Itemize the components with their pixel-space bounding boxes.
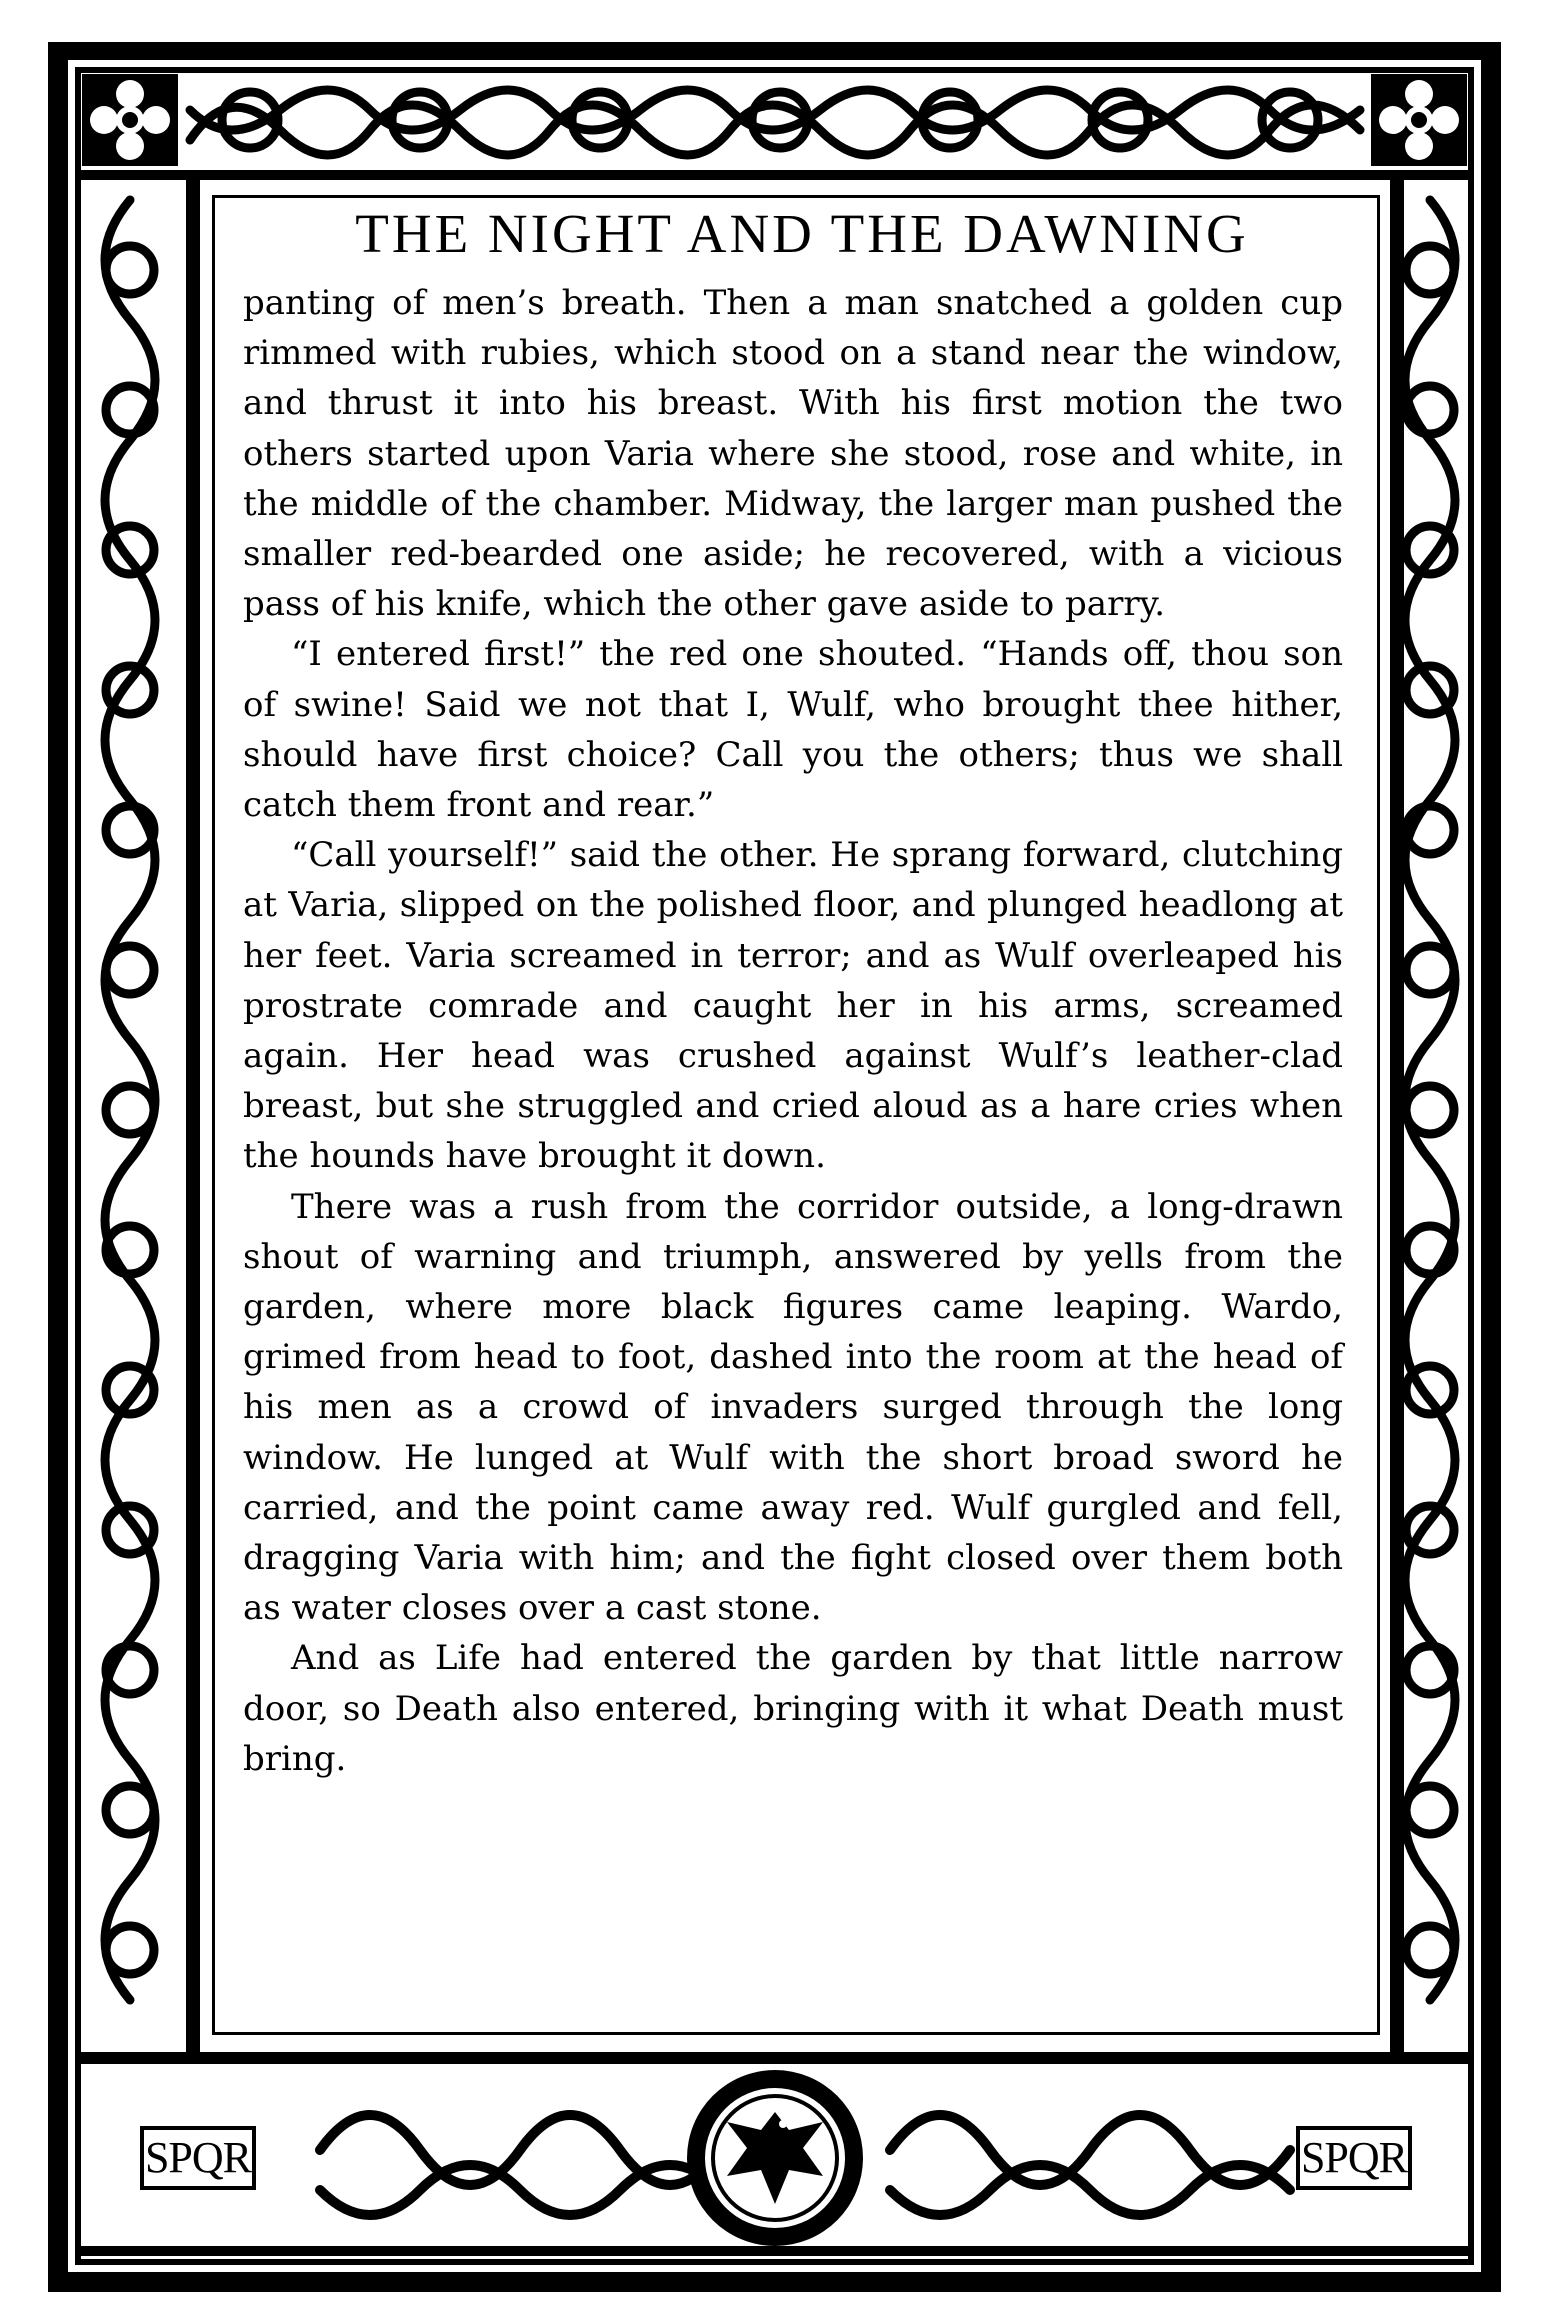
paragraph: “Call yourself!” said the other. He sprang forward, clutching at Varia, slipped on the polished floor, and plunged headlong at her feet. Varia screamed in terror; and as Wulf overleaped his prostrate comrade and caught her in his arms, screamed again. Her head was crushed against Wulf’s leather-clad breast, but she struggled and cried aloud as a hare cries when the hounds have brought it down. (243, 835, 1343, 1177)
spqr-emblem-right: SPQR (1296, 2126, 1412, 2190)
rosette-icon (82, 74, 178, 166)
page-heading: THE NIGHT AND THE DAWNING (355, 203, 1249, 264)
paragraph: panting of men’s breath. Then a man snatched a golden cup rimmed with rubies, which stood on a stand near the window, and thrust it into his breast. With his first motion the two others started upon Varia where she stood, rose and white, in the middle of the chamber. Midway, the larger man pushed the smaller red-bearded one aside; he recovered, with a vicious pass of his knife, which the other gave aside to parry. (243, 283, 1343, 625)
body-text (243, 278, 1343, 1784)
paragraph: There was a rush from the corridor outside, a long-drawn shout of warning and triumph, answered by yells from the garden, where more black figures came leaping. Wardo, grimed from head to foot, dashed into the room at the head of his men as a crowd of invaders surged through the long window. He lunged at Wulf with the short broad sword he carried, and the point came away red. Wulf gurgled and fell, dragging Varia with him; and the fight closed over them both as water closes over a cast stone. (243, 1186, 1343, 1629)
eagle-medallion-icon (687, 2070, 863, 2246)
spqr-emblem-left: SPQR (140, 2126, 256, 2190)
paragraph: “I entered first!” the red one shouted. “Hands off, thou son of swine! Said we not that I, Wulf, who brought thee hither, should have first choice? Call you the others; thus we shall catch them front and rear.” (243, 634, 1343, 826)
rosette-icon (1371, 74, 1467, 166)
paragraph: And as Life had entered the garden by that little narrow door, so Death also entered, bringing with it what Death must bring. (243, 1638, 1343, 1779)
